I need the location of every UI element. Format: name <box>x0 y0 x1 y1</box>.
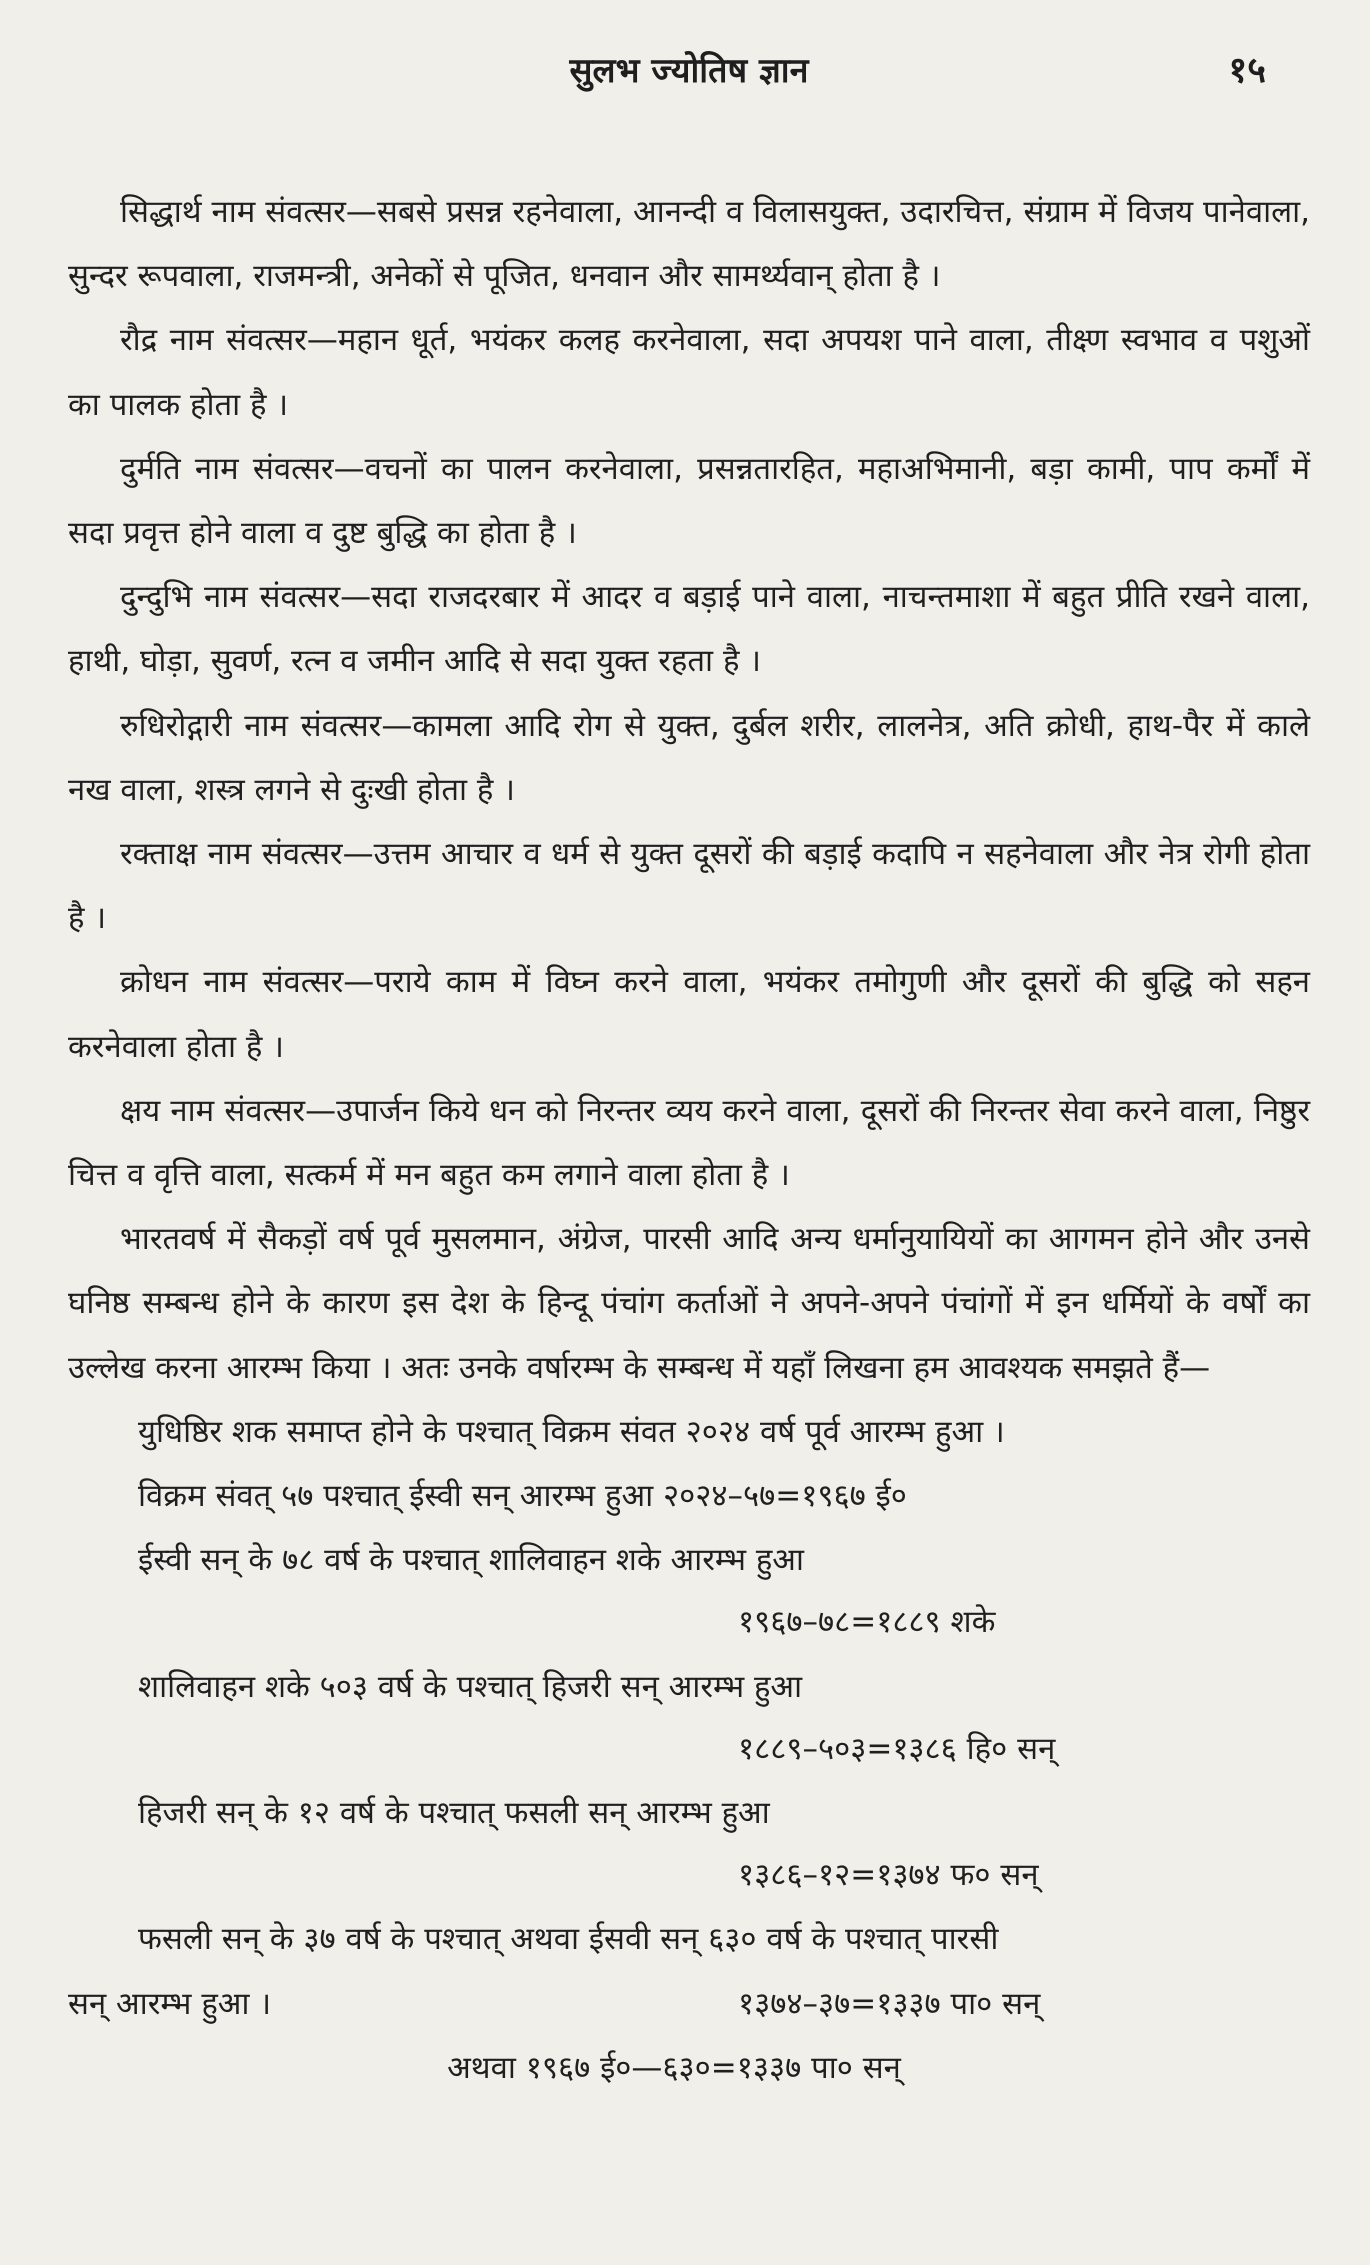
paragraph-dundubhi: दुन्दुभि नाम संवत्सर—सदा राजदरबार में आदर व बड़ाई पाने वाला, नाचन्तमाशा में बहुत प्रीति रखने वाला, हाथी, घोड़ा, सुवर्ण, रत्न व जमीन आदि से सदा युक्त रहता है । <box>68 579 1310 680</box>
page-header <box>68 38 1310 102</box>
page-body <box>68 180 1310 2100</box>
calc-parsi: १३७४–३७=१३३७ पा० सन् <box>738 1985 1041 2022</box>
paragraph-krodhan: क्रोधन नाम संवत्सर—पराये काम में विघ्न करने वाला, भयंकर तमोगुणी और दूसरों की बुद्धि को सहन करनेवाला होता है । <box>68 964 1310 1065</box>
final-calc-line: अथवा १९६७ ई०—६३०=१३३७ पा० सन् <box>447 2049 901 2086</box>
calc-fasli: १३८६–१२=१३७४ फ० सन् <box>738 1857 1039 1894</box>
era-line-vikram: विक्रम संवत् ५७ पश्चात् ईस्वी सन् आरम्भ हुआ २०२४–५७=१९६७ ई० <box>138 1478 907 1515</box>
era-line-shalivahan: शालिवाहन शके ५०३ वर्ष के पश्चात् हिजरी सन् आरम्भ हुआ <box>138 1668 803 1705</box>
era-line-parsi-row <box>68 1972 1310 2036</box>
paragraph-kshaya: क्षय नाम संवत्सर—उपार्जन किये धन को निरन्तर व्यय करने वाला, दूसरों की निरन्तर सेवा करने वाला, निष्ठुर चित्त व वृत्ति वाला, सत्कर्म में मन बहुत कम लगाने वाला होता है । <box>68 1092 1310 1194</box>
era-line-yudhishthira: युधिष्ठिर शक समाप्त होने के पश्चात् विक्रम संवत २०२४ वर्ष पूर्व आरम्भ हुआ । <box>138 1413 1005 1450</box>
paragraph-siddharth: सिद्धार्थ नाम संवत्सर—सबसे प्रसन्न रहनेवाला, आनन्दी व विलासयुक्त, उदारचित्त, संग्राम में विजय पानेवाला, सुन्दर रूपवाला, राजमन्त्री, अनेकों से पूजित, धनवान और सामर्थ्यवान् होता है । <box>68 194 1310 295</box>
era-line-hijri: हिजरी सन् के १२ वर्ष के पश्चात् फसली सन् आरम्भ हुआ <box>138 1795 770 1832</box>
era-line-fasli: फसली सन् के ३७ वर्ष के पश्चात् अथवा ईसवी सन् ६३० वर्ष के पश्चात् पारसी <box>138 1921 999 1958</box>
era-line-isvi: ईस्वी सन् के ७८ वर्ष के पश्चात् शालिवाहन शके आरम्भ हुआ <box>138 1542 804 1579</box>
paragraph-raudra: रौद्र नाम संवत्सर—महान धूर्त, भयंकर कलह करनेवाला, सदा अपयश पाने वाला, तीक्ष्ण स्वभाव व पशुओं का पालक होता है । <box>68 322 1310 423</box>
paragraph-eras-intro: भारतवर्ष में सैकड़ों वर्ष पूर्व मुसलमान, अंग्रेज, पारसी आदि अन्य धर्मानुयायियों का आगमन होने और उनसे घनिष्ठ सम्बन्ध होने के कारण इस देश के हिन्दू पंचांग कर्ताओं ने अपने-अपने पंचांगों में इन धर्मियों के वर्षों का उल्लेख करना आरम्भ किया । अतः उनके वर्षारम्भ के सम्बन्ध में यहाँ लिखना हम आवश्यक समझते हैं— <box>68 1221 1310 1386</box>
paragraph-rudhirodgari: रुधिरोद्गारी नाम संवत्सर—कामला आदि रोग से युक्त, दुर्बल शरीर, लालनेत्र, अति क्रोधी, हाथ-पैर में काले नख वाला, शस्त्र लगने से दुःखी होता है । <box>68 707 1310 808</box>
calc-shaka: १९६७–७८=१८८९ शके <box>738 1604 996 1641</box>
paragraph-durmati: दुर्मति नाम संवत्सर—वचनों का पालन करनेवाला, प्रसन्नतारहित, महाअभिमानी, बड़ा कामी, पाप कर्मों में सदा प्रवृत्त होने वाला व दुष्ट बुद्धि का होता है । <box>68 450 1310 552</box>
page-number: १५ <box>1228 50 1266 91</box>
paragraph-raktaksha: रक्ताक्ष नाम संवत्सर—उत्तम आचार व धर्म से युक्त दूसरों की बड़ाई कदापि न सहनेवाला और नेत्र रोगी होता है । <box>68 836 1310 937</box>
running-title: सुलभ ज्योतिष ज्ञान <box>569 51 809 91</box>
era-line-parsi-start: सन् आरम्भ हुआ । <box>68 1985 272 2022</box>
calc-hijri: १८८९–५०३=१३८६ हि० सन् <box>738 1730 1056 1767</box>
